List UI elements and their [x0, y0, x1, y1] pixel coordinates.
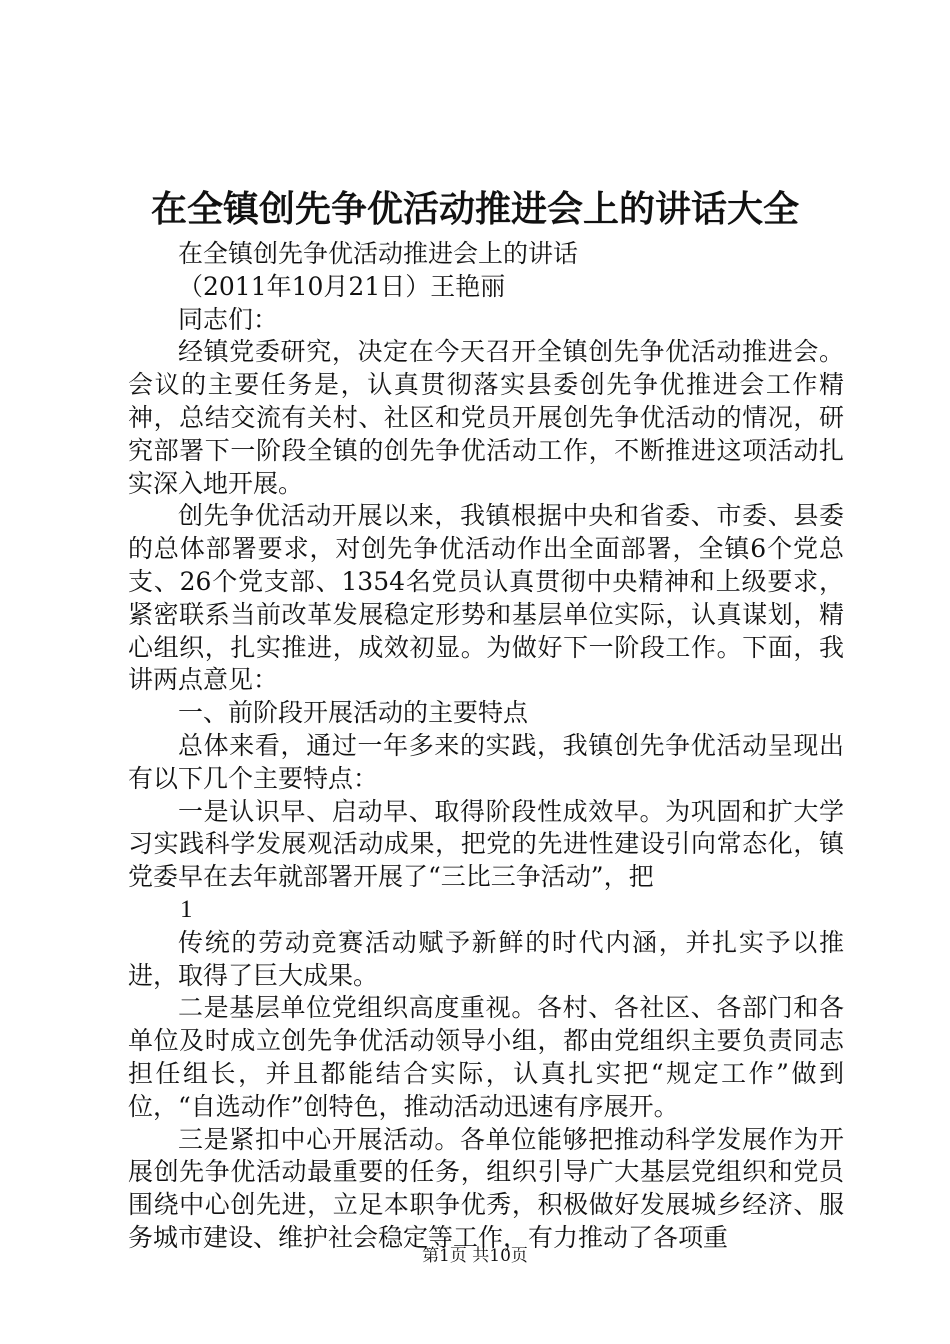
inline-page-number: 1 — [180, 895, 193, 923]
speech-date-author: （2011年10月21日）王艳丽 — [178, 271, 506, 301]
paragraph-point-3: 三是紧扣中心开展活动。各单位能够把推动科学发展作为开展创先争优活动最重要的任务，组织引导广大基层党组织和党员围绕中心创先进，立足本职争优秀，积极做好发展城乡经济、服务城市建设、维护社会稳定等工作，有力推动了各项重 — [128, 1124, 844, 1252]
paragraph-point-2: 二是基层单位党组织高度重视。各村、各社区、各部门和各单位及时成立创先争优活动领导小组，都由党组织主要负责同志担任组长，并且都能结合实际，认真扎实把“规定工作”做到位，“自选动作”创特色，推动活动迅速有序展开。 — [128, 993, 844, 1121]
paragraph-point-1-continued: 传统的劳动竞赛活动赋予新鲜的时代内涵，并扎实予以推进，取得了巨大成果。 — [128, 927, 844, 990]
document-body — [128, 238, 844, 1255]
paragraph-intro: 经镇党委研究，决定在今天召开全镇创先争优活动推进会。会议的主要任务是，认真贯彻落实县委创先争优推进会工作精神，总结交流有关村、社区和党员开展创先争优活动的情况，研究部署下一阶段全镇的创先争优活动工作，不断推进这项活动扎实深入地开展。 — [128, 337, 844, 498]
document-title: 在全镇创先争优活动推进会上的讲话大全 — [150, 188, 799, 230]
paragraph-overview: 总体来看，通过一年多来的实践，我镇创先争优活动呈现出有以下几个主要特点： — [128, 730, 844, 793]
page-footer: 第1页 共10页 — [422, 1246, 528, 1266]
speech-heading: 在全镇创先争优活动推进会上的讲话 — [178, 239, 579, 268]
speech-salutation: 同志们： — [178, 304, 279, 334]
paragraph-point-1: 一是认识早、启动早、取得阶段性成效早。为巩固和扩大学习实践科学发展观活动成果，把党的先进性建设引向常态化，镇党委早在去年就部署开展了“三比三争活动”，把 — [128, 796, 844, 892]
paragraph-background: 创先争优活动开展以来，我镇根据中央和省委、市委、县委的总体部署要求，对创先争优活动作出全面部署，全镇6个党总支、26个党支部、1354名党员认真贯彻中央精神和上级要求，紧密联系当前改革发展稳定形势和基层单位实际，认真谋划，精心组织，扎实推进，成效初显。为做好下一阶段工作。下面，我讲两点意见： — [128, 501, 844, 695]
section-heading-1: 一、前阶段开展活动的主要特点 — [178, 698, 529, 728]
